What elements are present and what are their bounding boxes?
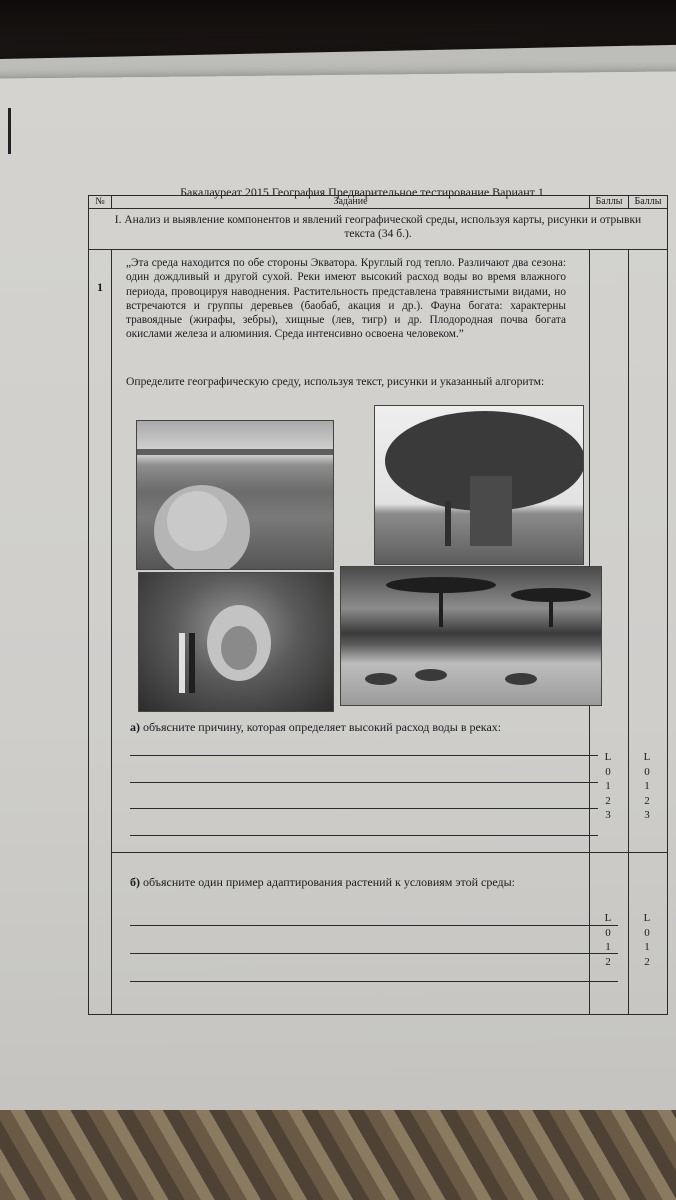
points-scale-b-2 — [641, 911, 653, 969]
question-a-text: объясните причину, которая определяет высокий расход воды в реках: — [140, 720, 502, 735]
header-points-1: Баллы — [590, 196, 629, 209]
section-row — [89, 209, 668, 250]
points-label: L — [604, 751, 612, 764]
section-title: I. Анализ и выявление компонентов и явлений географической среды, используя карты, рисунки и отрывки текста (34 б.). — [89, 209, 668, 250]
points-label: L — [604, 912, 612, 925]
points-cell-b-2 — [629, 853, 668, 1015]
task-row-b — [89, 853, 668, 1015]
header-task: Задание — [112, 196, 590, 209]
points-scale-a-2 — [641, 750, 653, 823]
savanna-animals-photo — [138, 572, 334, 712]
points-label: L — [643, 912, 651, 925]
answer-line-b-3[interactable] — [130, 981, 618, 982]
table-header-row — [89, 196, 668, 209]
task-quote: „Эта среда находится по обе стороны Экватора. Круглый год тепло. Различают два сезона: один дождливый и другой сухой. Реки имеют высокий расход воды во время влажного периода, провоцируя наводнения. Растительность представлена травянистыми видами, но встречаются и группы деревьев (баобаб, акация и др.). Фауна богата: характерны травоядные (жирафы, зебры), хищные (лев, тигр) и др. Плодородная почва богата окислами железа и алюминия. Среда интенсивно освоена человеком.” — [126, 257, 566, 341]
answer-line-a-4[interactable] — [130, 835, 598, 836]
points-value: 0 — [644, 926, 650, 939]
points-value: 1 — [605, 941, 611, 954]
answer-line-b-1[interactable] — [130, 925, 618, 926]
points-value: 2 — [644, 955, 650, 968]
answer-line-a-2[interactable] — [130, 782, 598, 783]
points-value: 0 — [605, 926, 611, 939]
points-label: L — [643, 751, 651, 764]
margin-mark — [8, 108, 11, 154]
task-body — [112, 250, 590, 853]
answer-line-a-3[interactable] — [130, 808, 598, 809]
points-value: 0 — [644, 765, 650, 778]
document-header: Бакалауреат 2015 География Предварительное тестирование Вариант 1 — [180, 185, 544, 199]
acacia-gazelles-photo — [340, 566, 602, 706]
answer-line-b-2[interactable] — [130, 953, 618, 954]
question-b-label: б) — [130, 875, 140, 890]
task-number: 1 — [89, 250, 112, 1015]
question-a — [130, 720, 590, 735]
points-value: 1 — [644, 941, 650, 954]
points-scale-a-1 — [602, 750, 614, 823]
points-value: 2 — [605, 794, 611, 807]
question-a-label: а) — [130, 720, 140, 735]
points-value: 2 — [644, 794, 650, 807]
points-value: 2 — [605, 955, 611, 968]
carpet-background — [0, 1110, 676, 1200]
points-value: 3 — [644, 809, 650, 822]
points-value: 0 — [605, 765, 611, 778]
header-number: № — [89, 196, 112, 209]
header-points-2: Баллы — [629, 196, 668, 209]
task-row-a — [89, 250, 668, 853]
points-value: 1 — [605, 780, 611, 793]
question-b-cell — [112, 853, 590, 1015]
points-value: 1 — [644, 780, 650, 793]
points-scale-b-1 — [602, 911, 614, 969]
baobab-tree-photo — [374, 405, 584, 565]
task-instruction: Определите географическую среду, используя текст, рисунки и указанный алгоритм: — [126, 375, 545, 389]
question-b — [130, 875, 610, 890]
answer-line-a-1[interactable] — [130, 755, 598, 756]
question-b-text: объясните один пример адаптирования растений к условиям этой среды: — [140, 875, 516, 890]
task-table — [88, 195, 668, 1015]
points-cell-b-1 — [590, 853, 629, 1015]
points-cell-a-1 — [590, 250, 629, 853]
points-cell-a-2 — [629, 250, 668, 853]
points-value: 3 — [605, 809, 611, 822]
termite-mound-photo — [136, 420, 334, 570]
